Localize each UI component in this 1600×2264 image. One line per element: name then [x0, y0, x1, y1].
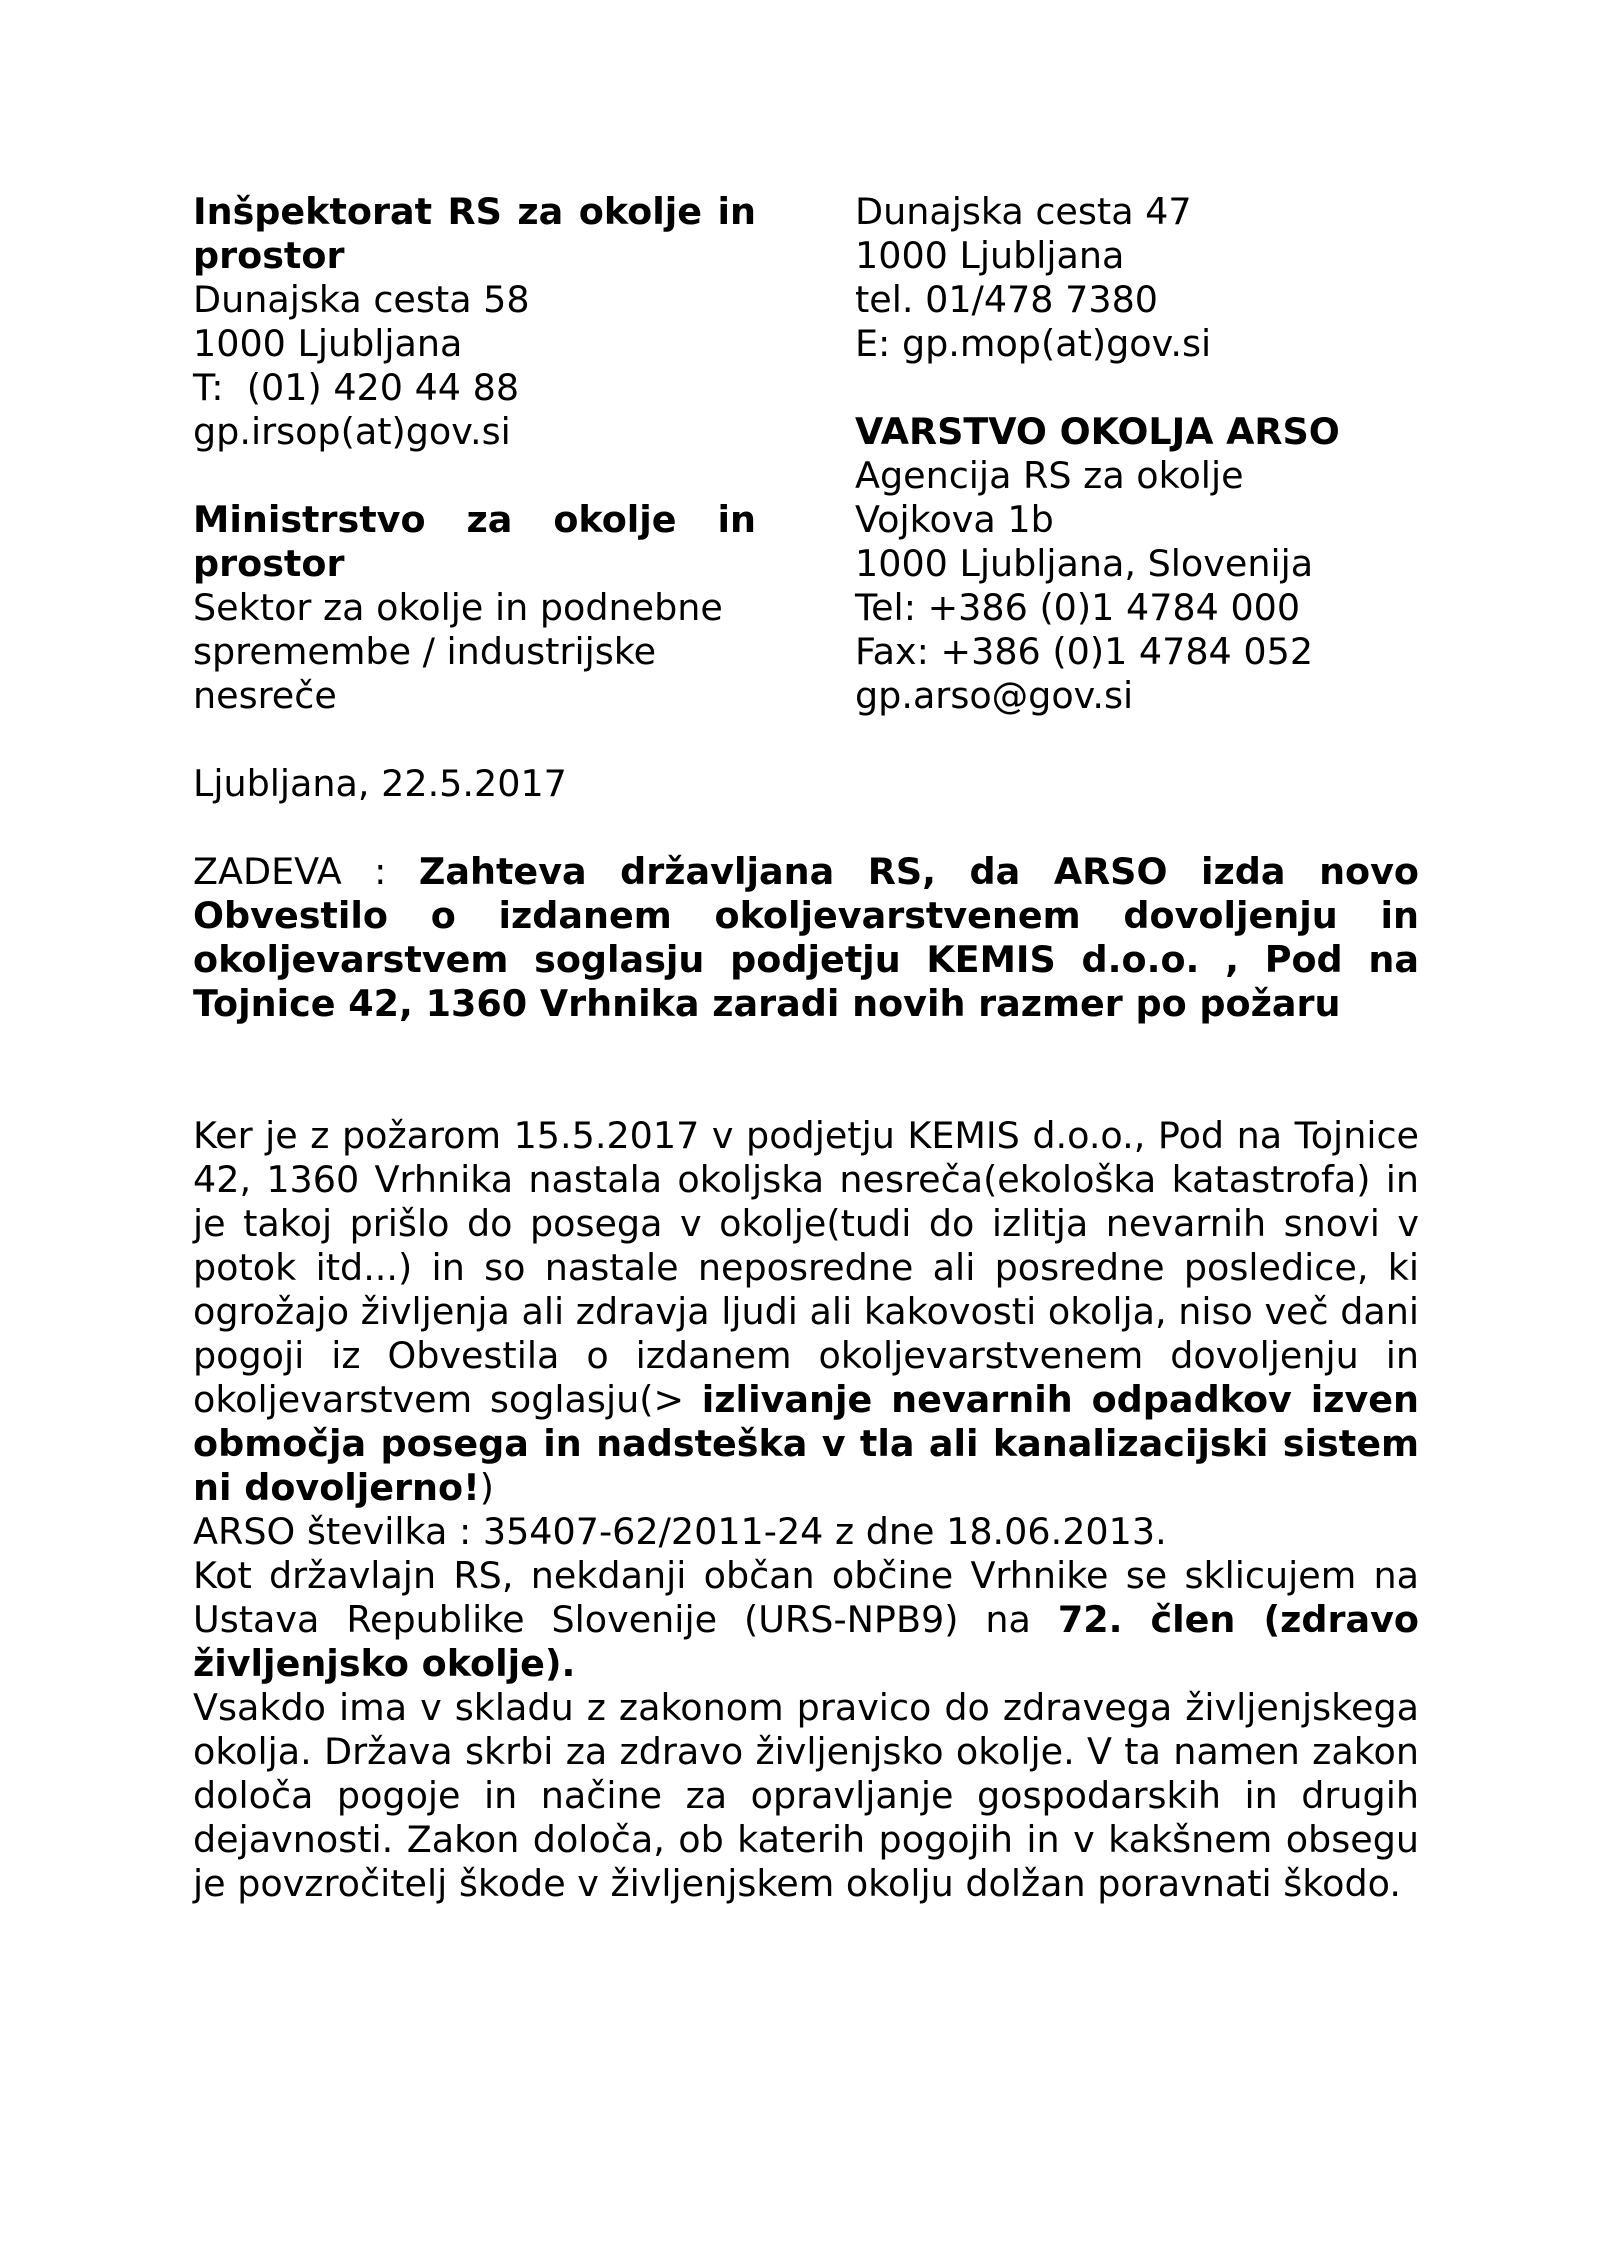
- ministry-phone: tel. 01/478 7380: [855, 278, 1159, 321]
- arso-agency: Agencija RS za okolje: [855, 454, 1244, 497]
- arso-city: 1000 Ljubljana, Slovenija: [855, 542, 1314, 585]
- ministry-city: 1000 Ljubljana: [855, 234, 1125, 277]
- inspectorate-email: gp.irsop(at)gov.si: [193, 410, 511, 453]
- subject-text: Zahteva državljana RS, da ARSO izda novo Obvestilo o izdanem okoljevarstvenem dovoljenju in okoljevarstvem soglasju podjetju KEMIS d.o.o. , Pod na Tojnice 42, 1360 Vrhnika zaradi novih razmer po požaru: [193, 850, 1419, 1025]
- paragraph-3-text: Kot državlajn RS, nekdanji občan občine Vrhnike se sklicujem na Ustava Republike Slovenije (URS-NPB9) na: [193, 1554, 1419, 1641]
- inspectorate-name: Inšpektorat RS za okolje in prostor: [193, 190, 756, 277]
- ministry-department: Sektor za okolje in podnebne spremembe / industrijske nesreče: [193, 586, 723, 717]
- arso-heading: VARSTVO OKOLJA ARSO: [855, 410, 1340, 453]
- paragraph-1-text: Ker je z požarom 15.5.2017 v podjetju KEMIS d.o.o., Pod na Tojnice 42, 1360 Vrhnika nastala okoljska nesreča(ekološka katastrofa) in je takoj prišlo do posega v okolje(tudi do izlitja nevarnih snovi v potok itd...) in so nastale neposredne ali posredne posledice, ki ogrožajo življenja ali zdravja ljudi ali kakovosti okolja, niso več dani pogoji iz Obvestila o izdanem okoljevarstvenem dovoljenju in okoljevarstvem soglasju(>: [193, 1114, 1419, 1421]
- paragraph-1-bold: izlivanje nevarnih odpadkov izven območja posega in nadsteška v tla ali kanalizacijski sistem ni dovoljerno!: [193, 1378, 1419, 1509]
- ministry-email: E: gp.mop(at)gov.si: [855, 322, 1212, 365]
- spacer: [193, 454, 756, 498]
- spacer: [855, 366, 1415, 410]
- arso-email: gp.arso@gov.si: [855, 674, 1134, 717]
- body-paragraph-2: ARSO številka : 35407-62/2011-24 z dne 18.06.2013.: [193, 1510, 1167, 1553]
- body-paragraph-3: [193, 1554, 1419, 1686]
- arso-tel: Tel: +386 (0)1 4784 000: [855, 586, 1301, 629]
- right-address-column: [855, 190, 1415, 718]
- paragraph-3-bold: 72. člen (zdravo življenjsko okolje).: [193, 1598, 1420, 1685]
- ministry-name: Ministrstvo za okolje in prostor: [193, 498, 756, 585]
- left-address-column: [193, 190, 756, 718]
- arso-fax: Fax: +386 (0)1 4784 052: [855, 630, 1314, 673]
- paragraph-1-close: ): [479, 1466, 495, 1509]
- letter-date: Ljubljana, 22.5.2017: [193, 762, 567, 805]
- ministry-street: Dunajska cesta 47: [855, 190, 1192, 233]
- inspectorate-street: Dunajska cesta 58: [193, 278, 530, 321]
- arso-street: Vojkova 1b: [855, 498, 1054, 541]
- subject-label: ZADEVA :: [193, 850, 419, 893]
- body-paragraph-4: Vsakdo ima v skladu z zakonom pravico do zdravega življenjskega okolja. Država skrbi za zdravo življenjsko okolje. V ta namen zakon določa pogoje in načine za opravljanje gospodarskih in drugih dejavnosti. Zakon določa, ob katerih pogojih in v kakšnem obsegu je povzročitelj škode v življenjskem okolju dolžan poravnati škodo.: [193, 1686, 1419, 1905]
- subject-block: [193, 850, 1419, 1026]
- inspectorate-phone: T: (01) 420 44 88: [193, 366, 520, 409]
- body-paragraph-1: [193, 1114, 1419, 1510]
- inspectorate-city: 1000 Ljubljana: [193, 322, 463, 365]
- letter-body: [193, 1114, 1419, 1906]
